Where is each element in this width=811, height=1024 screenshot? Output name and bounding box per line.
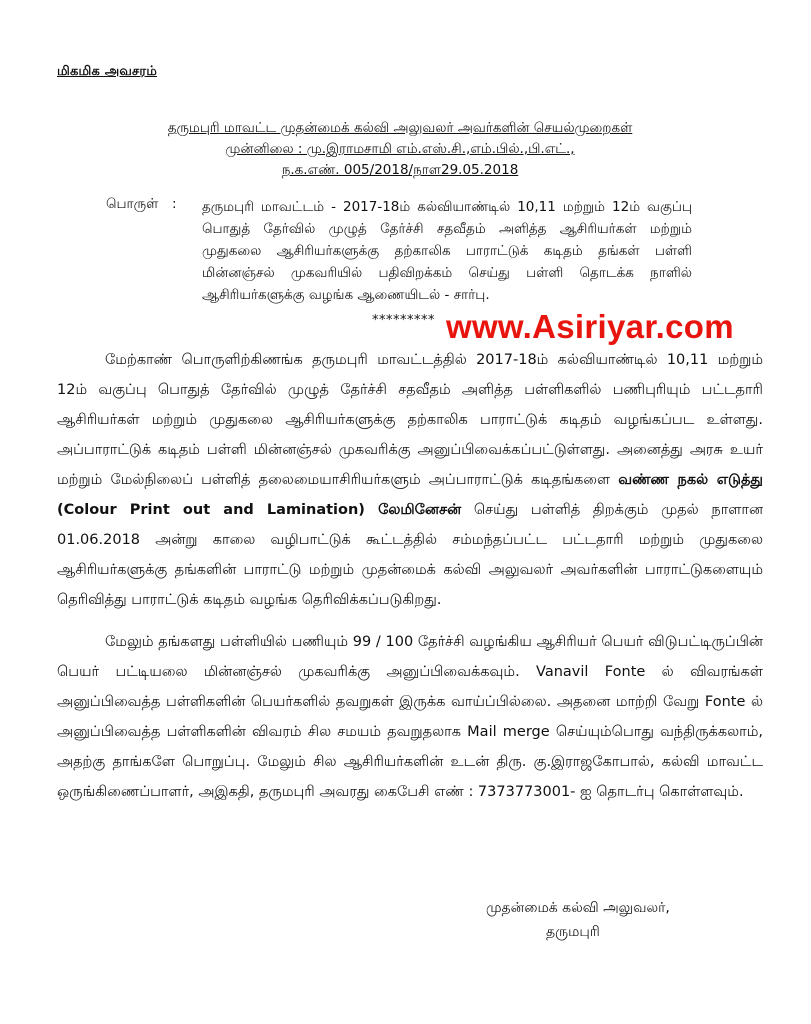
para1-text-b: செய்து பள்ளித் திறக்கும் முதல் நாளான 01.06.2018 அன்று காலை வழிபாட்டுக் கூட்டத்தில் சம்மந்தப்பட்ட பட்டதாரி மற்றும் முதுகலை ஆசிரியர்களுக்கு தங்களின் பாராட்டு மற்றும் முதன்மைக் கல்வி அலுவலர் அவர்களின் பாராட்டுகளையும் தெரிவித்து பாராட்டுக் கடிதம் வழங்க தெரிவிக்கப்படுகிறது. xyxy=(57,502,764,608)
letter-header xyxy=(120,118,680,181)
signature-place: தருமபுரி xyxy=(546,924,600,940)
header-presence: முன்னிலை : மு.இராமசாமி எம்.எஸ்.சி.,எம்.பில்.,பி.எட்., xyxy=(225,141,575,157)
para1-bold-instruction: வண்ண நகல் எடுத்து (Colour Print out and Lamination) லேமினேசன் xyxy=(57,472,763,518)
subject-text: தருமபுரி மாவட்டம் - 2017-18ம் கல்வியாண்டில் 10,11 மற்றும் 12ம் வகுப்பு பொதுத் தேர்வில் முழுத் தேர்ச்சி சதவீதம் அளித்த ஆசிரியர்கள் மற்றும் முதுகலை ஆசிரியர்களுக்கு தற்காலிக பாராட்டுக் கடிதம் தங்கள் பள்ளி மின்னஞ்சல் முகவரியில் பதிவிறக்கம் செய்து பள்ளி தொடக்க நாளில் ஆசிரியர்களுக்கு வழங்க ஆணையிடல் - சார்பு. xyxy=(202,199,692,303)
subject-label: பொருள் xyxy=(106,196,159,212)
header-title: தருமபுரி மாவட்ட முதன்மைக் கல்வி அலுவலர் அவர்களின் செயல்முறைகள் xyxy=(167,120,633,136)
body-paragraph-1 xyxy=(57,345,763,615)
signature-block xyxy=(486,896,670,944)
urgent-label: மிகமிக அவசரம் xyxy=(57,64,158,79)
separator-stars: ********* xyxy=(372,313,435,328)
watermark-url: www.Asiriyar.com xyxy=(446,308,734,345)
header-reference: ந.க.எண். 005/2018/நாள29.05.2018 xyxy=(281,162,519,178)
para1-text-a: மேற்காண் பொருளிற்கிணங்க தருமபுரி மாவட்டத்தில் 2017-18ம் கல்வியாண்டில் 10,11 மற்றும் 12ம் வகுப்பு பொதுத் தேர்வில் முழுத் தேர்ச்சி சதவீதம் அளித்த பள்ளிகளில் பணிபுரியும் பட்டதாரி ஆசிரியர்கள் மற்றும் முதுகலை ஆசிரியர்களுக்கு தற்காலிக பாராட்டுக் கடிதம் வழங்கப்பட உள்ளது. அப்பாராட்டுக் கடிதம் பள்ளி மின்னஞ்சல் முகவரிக்கு அனுப்பிவைக்கப்பட்டுள்ளது. அனைத்து அரசு உயர் மற்றும் மேல்நிலைப் பள்ளித் தலைமையாசிரியர்களும் அப்பாராட்டுக் கடிதங்களை xyxy=(57,352,763,488)
subject-colon: : xyxy=(172,196,177,212)
body-paragraph-2: மேலும் தங்களது பள்ளியில் பணியும் 99 / 100 தேர்ச்சி வழங்கிய ஆசிரியர் பெயர் விடுபட்டிருப்பின் பெயர் பட்டியலை மின்னஞ்சல் முகவரிக்கு அனுப்பிவைக்கவும். Vanavil Fonte ல் விவரங்கள் அனுப்பிவைத்த பள்ளிகளின் பெயர்களில் தவறுகள் இருக்க வாய்ப்பில்லை. அதனை மாற்றி வேறு Fonte ல் அனுப்பிவைத்த பள்ளிகளின் விவரம் சில சமயம் தவறுதலாக Mail merge செய்யும்பொது வந்திருக்கலாம், அதற்கு தாங்களே பொறுப்பு. மேலும் சில ஆசிரியர்களின் உடன் திரு. கு.இராஜகோபால், கல்வி மாவட்ட ஒருங்கிணைப்பாளர், அஇகதி, தருமபுரி அவரது கைபேசி எண் : 7373773001- ஐ தொடர்பு கொள்ளவும். xyxy=(57,634,763,800)
signature-designation: முதன்மைக் கல்வி அலுவலர், xyxy=(486,900,670,916)
